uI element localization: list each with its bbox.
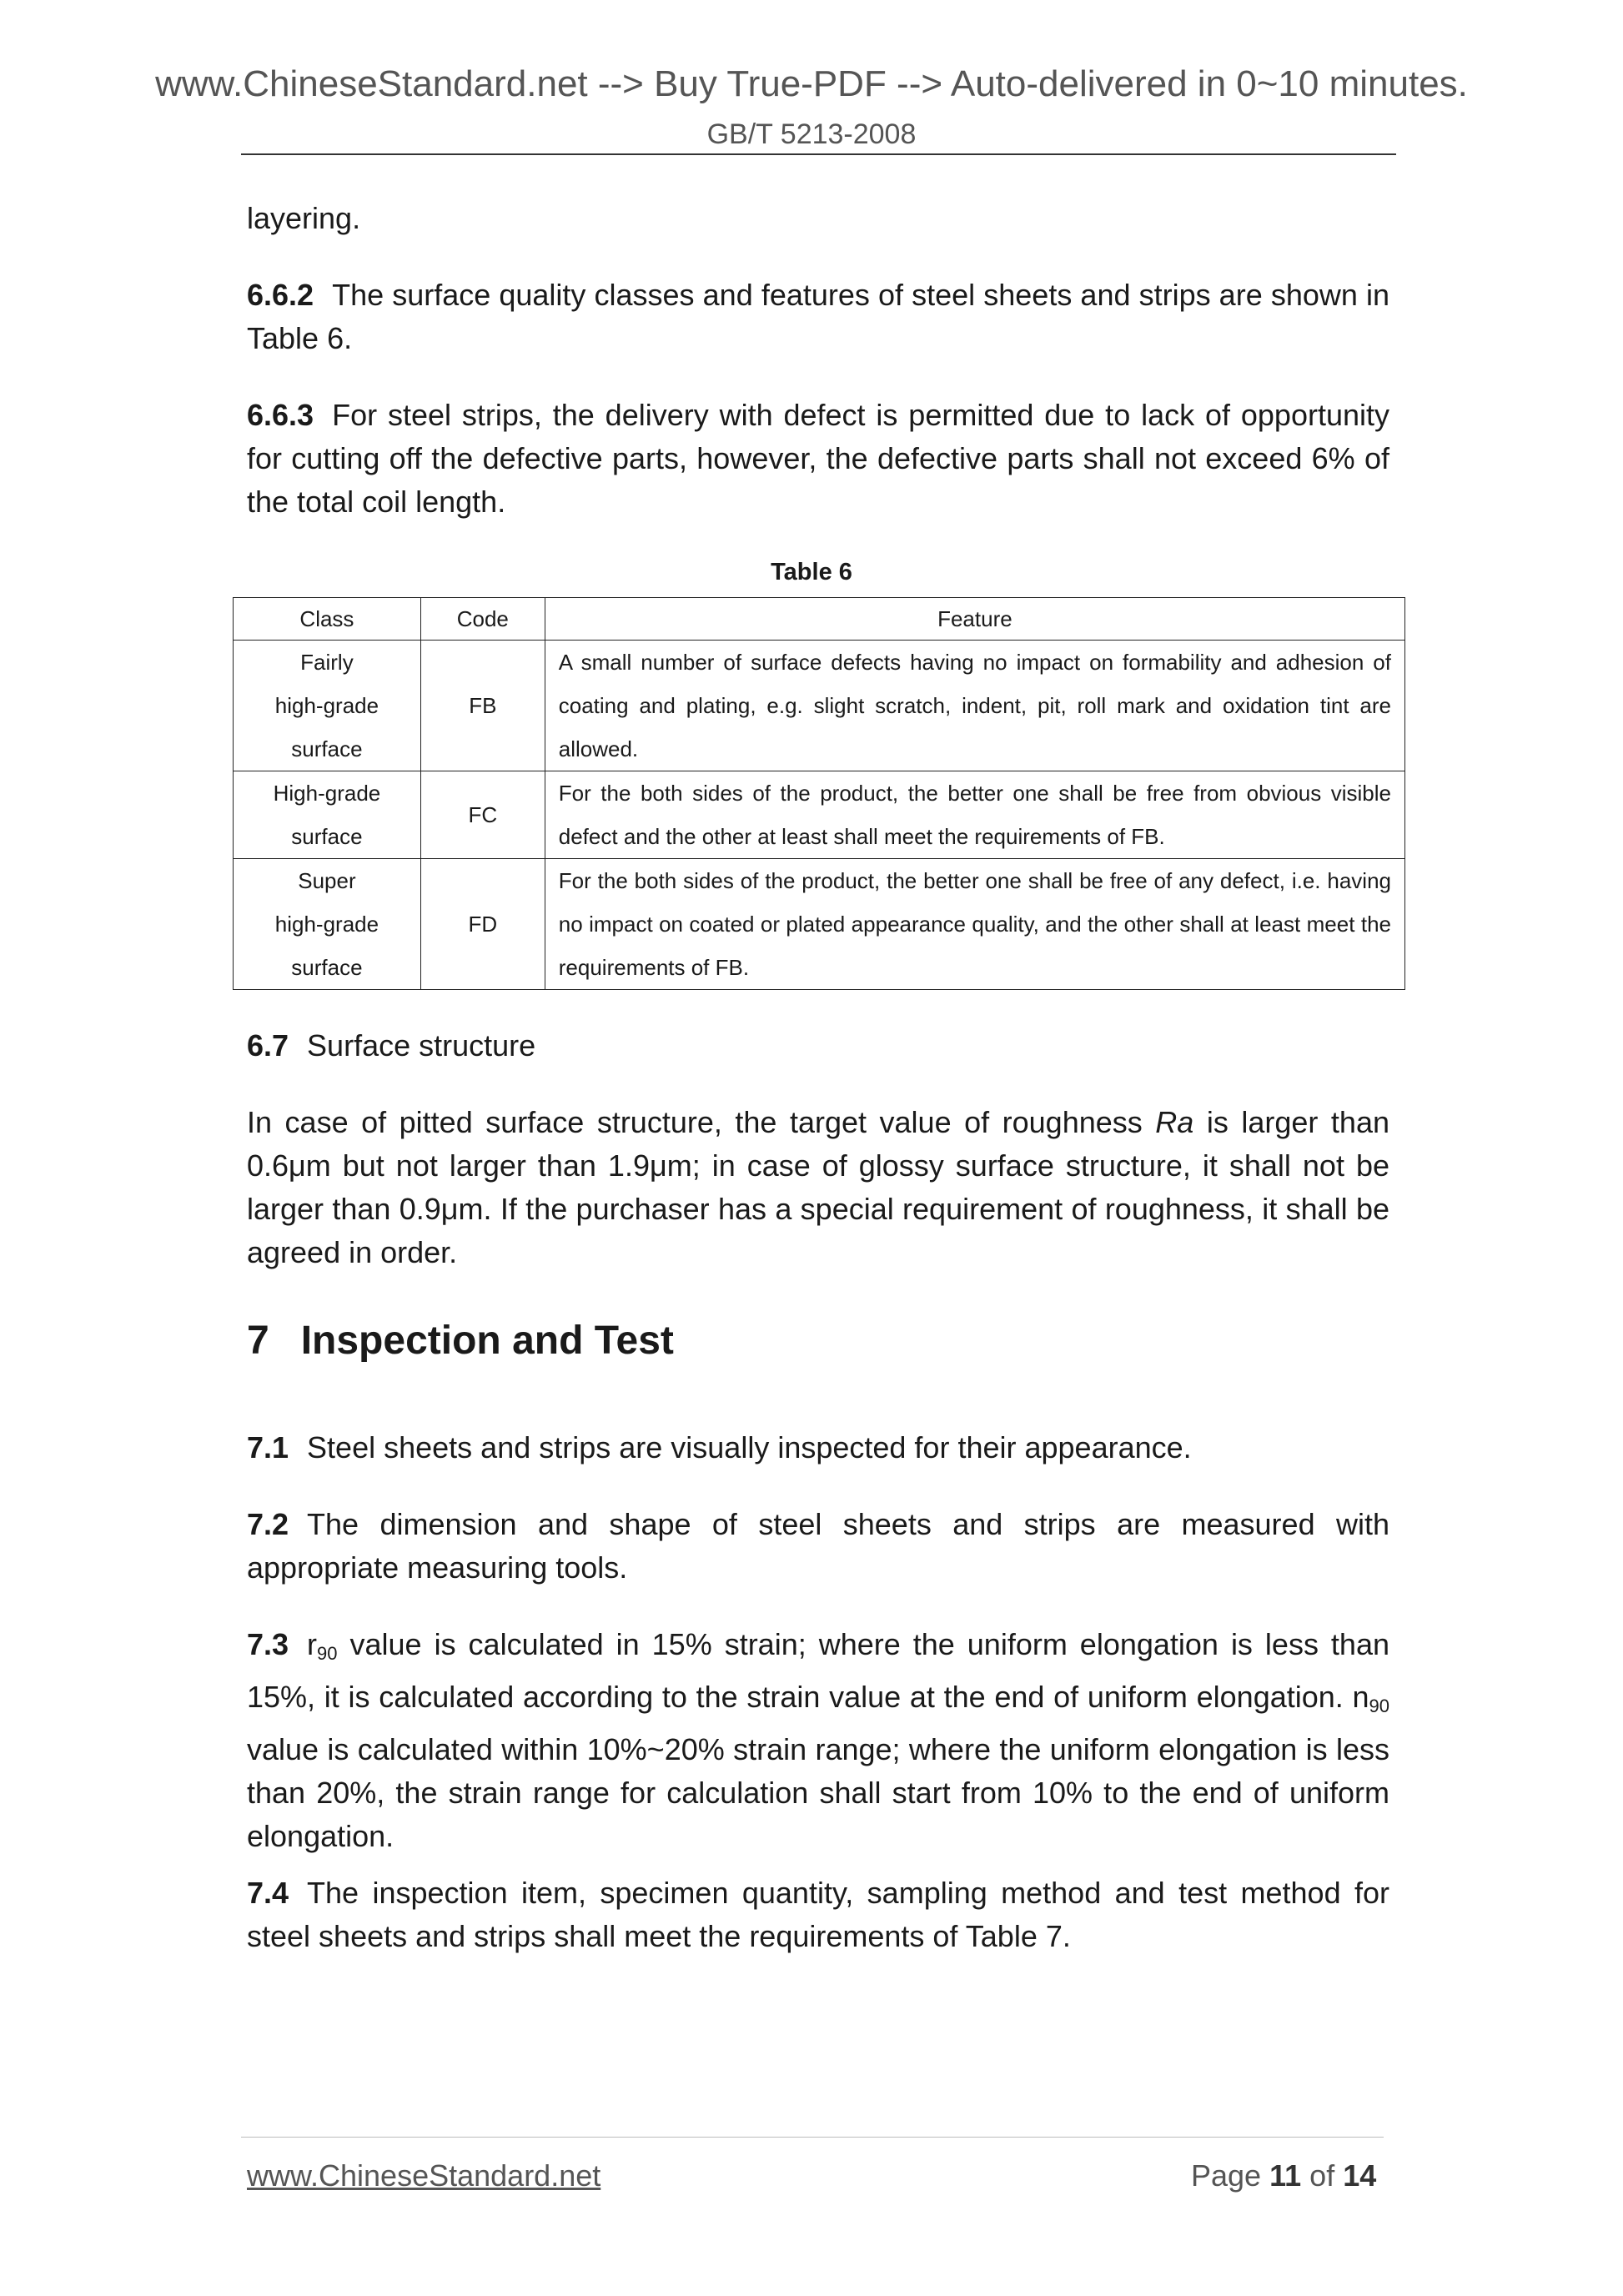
clause-text: The dimension and shape of steel sheets and strips are measured with appropriate measuring tools. [247, 1507, 1389, 1585]
header-divider [241, 153, 1396, 155]
clause-7-4 [247, 1871, 1389, 1958]
footer-divider [241, 2137, 1384, 2138]
column-header-class: Class [234, 598, 421, 641]
column-header-code: Code [420, 598, 545, 641]
feature-cell: For the both sides of the product, the better one shall be free from obvious visible defect and the other at least shall meet the requirements of FB. [545, 771, 1404, 859]
clause-6-7-heading [247, 1024, 1389, 1068]
table-title: Table 6 [771, 559, 852, 585]
page-indicator: Page 11 of 14 [1191, 2158, 1377, 2193]
code-cell: FB [420, 641, 545, 771]
clause-text: For steel strips, the delivery with defect is permitted due to lack of opportunity for cutting off the defective parts, however, the defective parts shall not exceed 6% of the total coil length. [247, 398, 1389, 519]
table-row [234, 641, 1405, 771]
clause-number: 7.2 [247, 1507, 289, 1541]
feature-cell: For the both sides of the product, the better one shall be free of any defect, i.e. having no impact on coated or plated appearance quality, and the other shall at least meet the requirements of FB. [545, 859, 1404, 990]
paragraph-surface-structure: In case of pitted surface structure, the target value of roughness Ra is larger than 0.6μm but not larger than 1.9μm; in case of glossy surface structure, it shall not be larger than 0.9μm. If the purchaser has a special requirement of roughness, it shall be agreed in order. [247, 1105, 1389, 1269]
standard-number: GB/T 5213-2008 [706, 118, 917, 150]
table-row [234, 859, 1405, 990]
header-banner: www.ChineseStandard.net --> Buy True-PDF --> Auto-delivered in 0~10 minutes. [155, 63, 1468, 104]
class-cell: Super high-grade surface [234, 859, 421, 990]
code-cell: FC [420, 771, 545, 859]
clause-number: 6.7 [247, 1028, 289, 1063]
clause-text: Steel sheets and strips are visually inspected for their appearance. [307, 1430, 1192, 1465]
class-cell: High-grade surface [234, 771, 421, 859]
clause-7-2 [247, 1503, 1389, 1590]
table-row [234, 771, 1405, 859]
clause-title: Surface structure [307, 1028, 536, 1063]
clause-text: The inspection item, specimen quantity, sampling method and test method for steel sheets and strips shall meet the requirements of Table 7. [247, 1876, 1389, 1953]
feature-cell: A small number of surface defects having no impact on formability and adhesion of coating and plating, e.g. slight scratch, indent, pit, roll mark and oxidation tint are allowed. [545, 641, 1404, 771]
chapter-title: Inspection and Test [300, 1319, 674, 1363]
class-cell: Fairly high-grade surface [234, 641, 421, 771]
current-page: 11 [1269, 2158, 1302, 2193]
chapter-number: 7 [247, 1319, 269, 1363]
roughness-symbol: Ra [1155, 1105, 1194, 1139]
clause-number: 6.6.3 [247, 398, 314, 432]
clause-text: The surface quality classes and features of steel sheets and strips are shown in Table 6. [247, 278, 1389, 355]
clause-7-3: 7.3 $r_{90}$ value is calculated in 15% strain; where the uniform elongation is less than 15%, it is calculated according to the strain value at the end of uniform elongation. $n_{90}$ value is calculated within 10%~20% strain range; where the uniform elongation is less than 20%, the strain range for calculation shall start from 10% to the end of uniform elongation. [247, 1627, 1389, 1853]
code-cell: FD [420, 859, 545, 990]
clause-7-1 [247, 1426, 1389, 1470]
table-header-row [234, 598, 1405, 641]
clause-number: 7.4 [247, 1876, 289, 1910]
clause-number: 7.3 [247, 1627, 289, 1661]
total-pages: 14 [1343, 2158, 1377, 2193]
chapter-heading [247, 1318, 674, 1364]
table-6 [233, 597, 1405, 990]
clause-number: 7.1 [247, 1430, 289, 1465]
footer-site-link[interactable]: www.ChineseStandard.net [247, 2158, 601, 2193]
clause-number: 6.6.2 [247, 278, 314, 312]
column-header-feature: Feature [545, 598, 1404, 641]
clause-6-6-3 [247, 394, 1389, 524]
paragraph-layering: layering. [247, 201, 361, 235]
clause-6-6-2 [247, 274, 1389, 360]
